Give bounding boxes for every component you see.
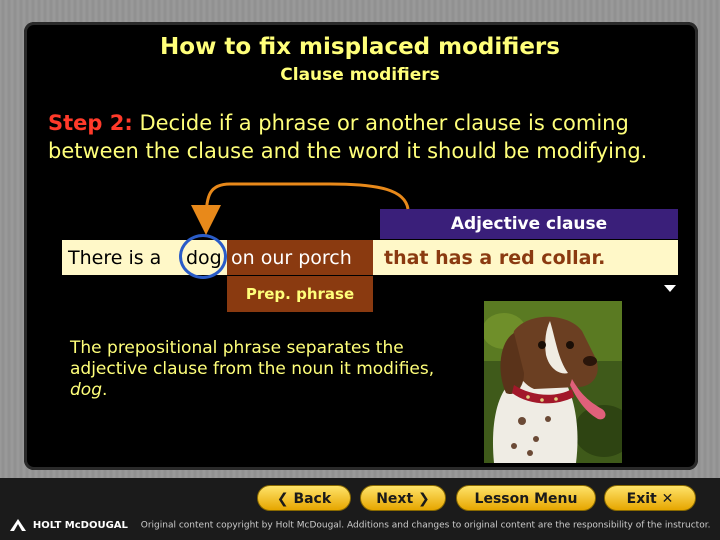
back-label: Back <box>293 491 332 507</box>
chevron-left-icon: ❮ <box>276 491 289 507</box>
prep-phrase-label: Prep. phrase <box>227 276 373 312</box>
lesson-menu-label: Lesson Menu <box>474 491 578 507</box>
next-button[interactable] <box>360 485 446 511</box>
footer <box>10 519 710 531</box>
step-label: Step 2: <box>48 111 133 135</box>
close-icon: ✕ <box>661 491 674 507</box>
sentence-adjective-clause: that has a red collar. <box>384 247 606 269</box>
explanation-end: . <box>101 380 108 400</box>
footer-copyright: Original content copyright by Holt McDougal. Additions and changes to original content are the responsibility of the instructor. <box>140 520 711 531</box>
lesson-menu-button[interactable] <box>456 485 596 511</box>
explanation-body: The prepositional phrase separates the adjective clause from the noun it modifies, <box>70 338 435 379</box>
explanation-word: dog <box>70 380 102 400</box>
holt-logo-icon <box>10 519 26 531</box>
chevron-right-icon: ❯ <box>418 491 430 507</box>
exit-button[interactable] <box>604 485 696 511</box>
sentence-noun-dog: dog <box>186 247 222 269</box>
sentence-prep-phrase: on our porch <box>231 247 352 269</box>
next-label: Next <box>376 491 414 507</box>
arrow-curve <box>206 184 408 220</box>
dropdown-triangle-icon[interactable] <box>664 285 676 293</box>
slide-subtitle: Clause modifiers <box>280 65 440 85</box>
step-description: Decide if a phrase or another clause is coming between the clause and the word it should be modifying. <box>48 111 648 163</box>
back-button[interactable] <box>257 485 351 511</box>
exit-label: Exit <box>626 491 657 507</box>
dog-photo <box>484 301 622 463</box>
explanation-text <box>70 338 460 401</box>
adjective-clause-label: Adjective clause <box>380 209 678 239</box>
sentence-part-1: There is a <box>68 247 162 269</box>
slide-title: How to fix misplaced modifiers <box>160 34 560 60</box>
footer-brand: HOLT McDOUGAL <box>32 519 128 531</box>
